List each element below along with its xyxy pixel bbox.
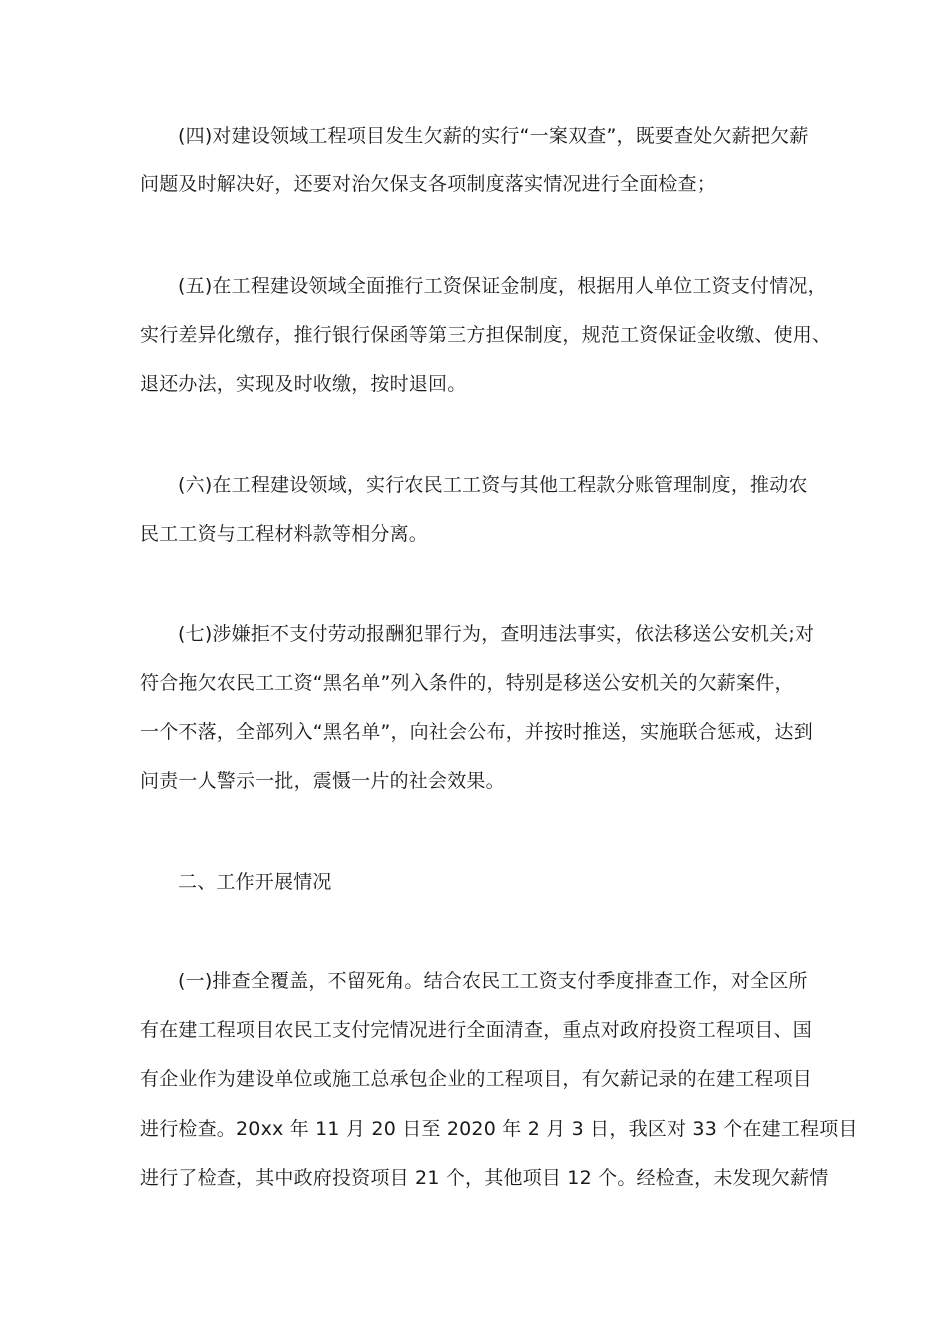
paragraph-line: 问责一人警示一批，震慑一片的社会效果。: [140, 770, 505, 792]
paragraph-line: (六)在工程建设领域，实行农民工工资与其他工程款分账管理制度，推动农: [178, 474, 808, 496]
paragraph-line: (七)涉嫌拒不支付劳动报酬犯罪行为，查明违法事实，依法移送公安机关;对: [178, 623, 815, 645]
paragraph-line: (五)在工程建设领域全面推行工资保证金制度，根据用人单位工资支付情况，: [178, 275, 827, 297]
paragraph-line: 进行检查。20xx 年 11 月 20 日至 2020 年 2 月 3 日，我区对 33 个在建工程项目: [140, 1118, 858, 1140]
paragraph-line: 进行了检查，其中政府投资项目 21 个，其他项目 12 个。经检查，未发现欠薪情: [140, 1167, 829, 1189]
paragraph-line: 符合拖欠农民工工资“黑名单”列入条件的，特别是移送公安机关的欠薪案件，: [140, 672, 794, 694]
paragraph-line: 实行差异化缴存，推行银行保函等第三方担保制度，规范工资保证金收缴、使用、: [140, 324, 832, 346]
paragraph-line: 民工工资与工程材料款等相分离。: [140, 523, 429, 545]
paragraph-line: (四)对建设领域工程项目发生欠薪的实行“一案双查”，既要查处欠薪把欠薪: [178, 125, 809, 147]
paragraph-line: 问题及时解决好，还要对治欠保支各项制度落实情况进行全面检查；: [140, 173, 717, 195]
section-heading-text: 二、工作开展情况: [178, 871, 332, 893]
paragraph-line: 一个不落，全部列入“黑名单”，向社会公布，并按时推送，实施联合惩戒，达到: [140, 721, 813, 743]
paragraph-line: 退还办法，实现及时收缴，按时退回。: [140, 373, 467, 395]
paragraph-line: (一)排查全覆盖，不留死角。结合农民工工资支付季度排查工作，对全区所: [178, 970, 808, 992]
paragraph-line: 有企业作为建设单位或施工总承包企业的工程项目，有欠薪记录的在建工程项目: [140, 1068, 813, 1090]
paragraph-line: 有在建工程项目农民工支付完情况进行全面清查，重点对政府投资工程项目、国: [140, 1019, 813, 1041]
